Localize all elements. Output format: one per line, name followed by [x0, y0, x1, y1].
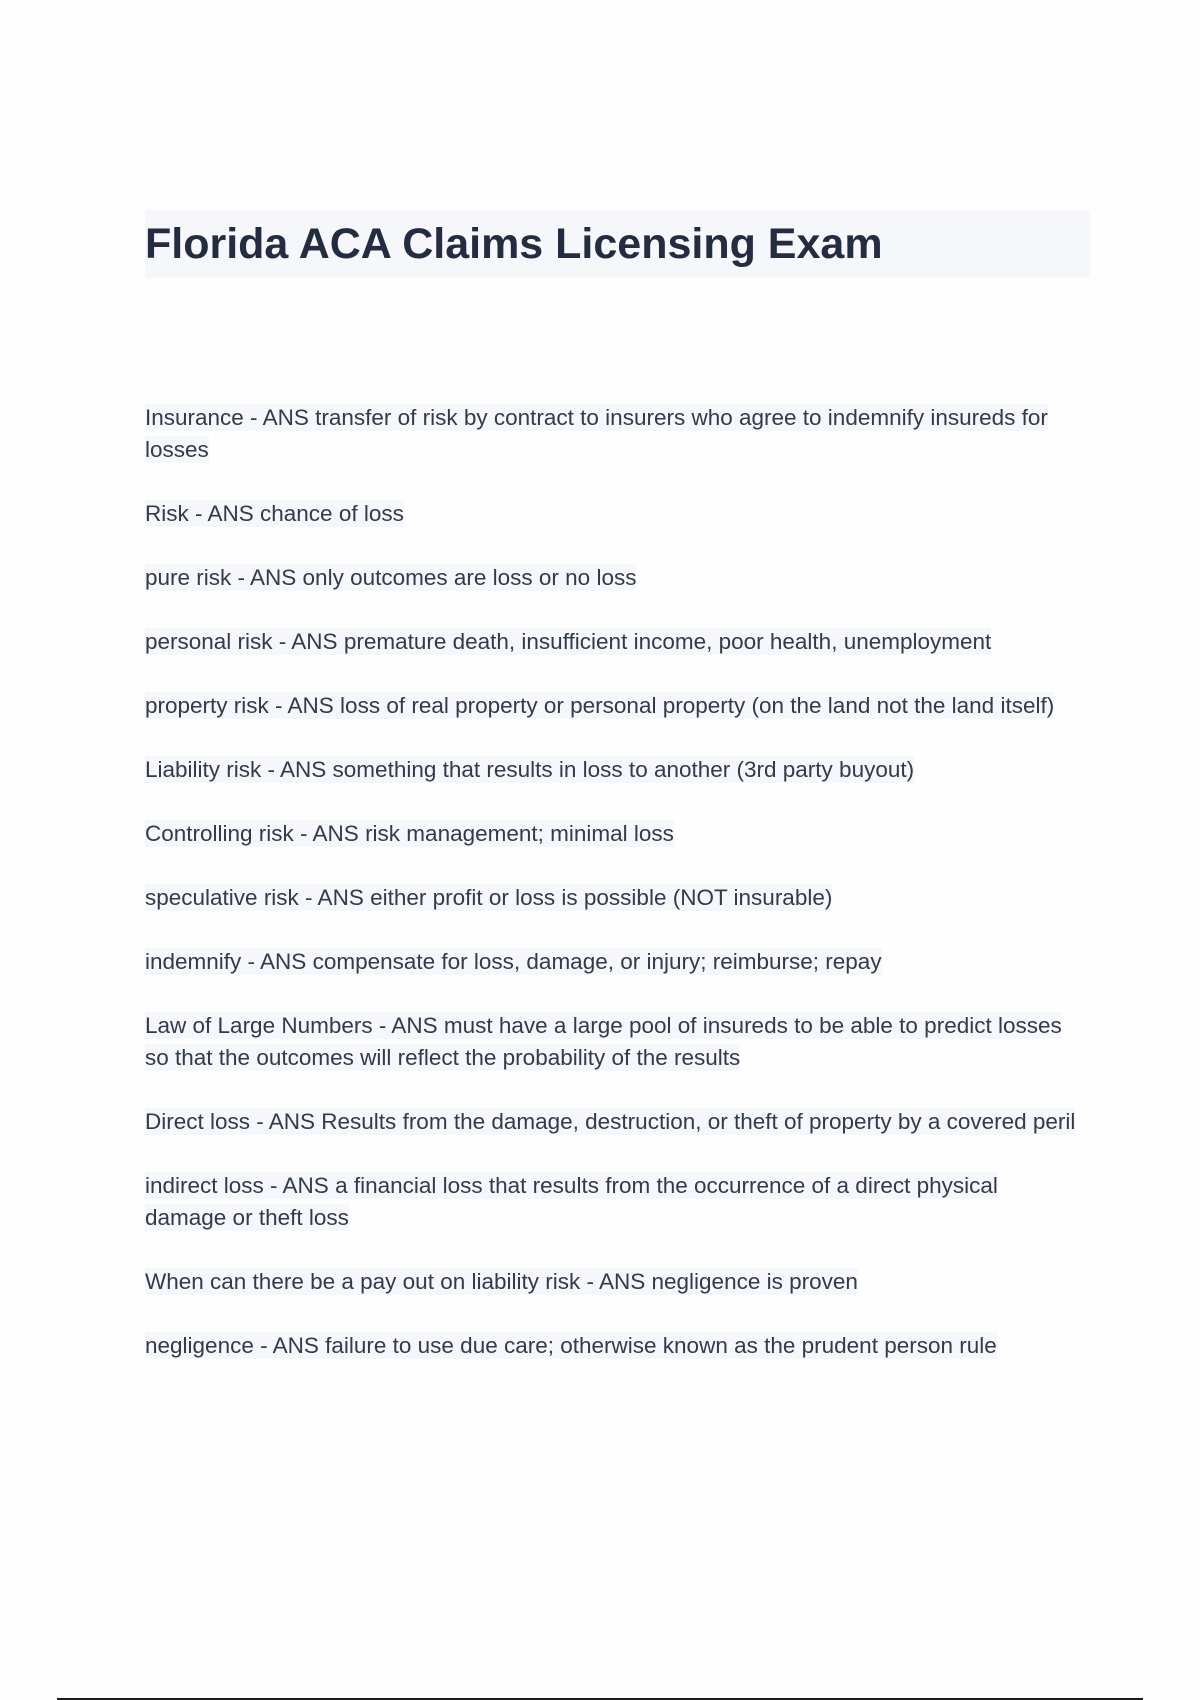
page-title: Florida ACA Claims Licensing Exam: [145, 220, 883, 268]
term-entry: [145, 1330, 1085, 1362]
term-entry-text: Direct loss - ANS Results from the damage, destruction, or theft of property by a covered peril: [145, 1109, 1076, 1134]
term-entry-text: personal risk - ANS premature death, insufficient income, poor health, unemployment: [145, 629, 992, 654]
term-entry-text: When can there be a pay out on liability risk - ANS negligence is proven: [145, 1269, 858, 1294]
term-entry-text: Liability risk - ANS something that results in loss to another (3rd party buyout): [145, 757, 915, 782]
term-list: [145, 402, 1085, 1394]
term-entry: [145, 754, 1085, 786]
term-entry: [145, 562, 1085, 594]
term-entry-text: indirect loss - ANS a financial loss that results from the occurrence of a direct physical damage or theft loss: [145, 1173, 998, 1230]
term-entry-text: pure risk - ANS only outcomes are loss or no loss: [145, 565, 637, 590]
term-entry-text: speculative risk - ANS either profit or loss is possible (NOT insurable): [145, 885, 833, 910]
term-entry-text: Law of Large Numbers - ANS must have a large pool of insureds to be able to predict losses so that the outcomes will reflect the probability of the results: [145, 1013, 1062, 1070]
term-entry-text: Risk - ANS chance of loss: [145, 501, 404, 526]
term-entry: [145, 690, 1085, 722]
term-entry: [145, 1010, 1085, 1074]
term-entry: [145, 818, 1085, 850]
term-entry: [145, 498, 1085, 530]
term-entry: [145, 882, 1085, 914]
term-entry: [145, 946, 1085, 978]
term-entry-text: property risk - ANS loss of real property or personal property (on the land not the land itself): [145, 693, 1055, 718]
term-entry-text: Controlling risk - ANS risk management; minimal loss: [145, 821, 674, 846]
term-entry: [145, 1170, 1085, 1234]
term-entry-text: indemnify - ANS compensate for loss, damage, or injury; reimburse; repay: [145, 949, 882, 974]
term-entry-text: negligence - ANS failure to use due care; otherwise known as the prudent person rule: [145, 1333, 997, 1358]
term-entry: [145, 1106, 1085, 1138]
term-entry: [145, 402, 1085, 466]
term-entry-text: Insurance - ANS transfer of risk by contract to insurers who agree to indemnify insureds for losses: [145, 405, 1048, 462]
term-entry: [145, 1266, 1085, 1298]
term-entry: [145, 626, 1085, 658]
